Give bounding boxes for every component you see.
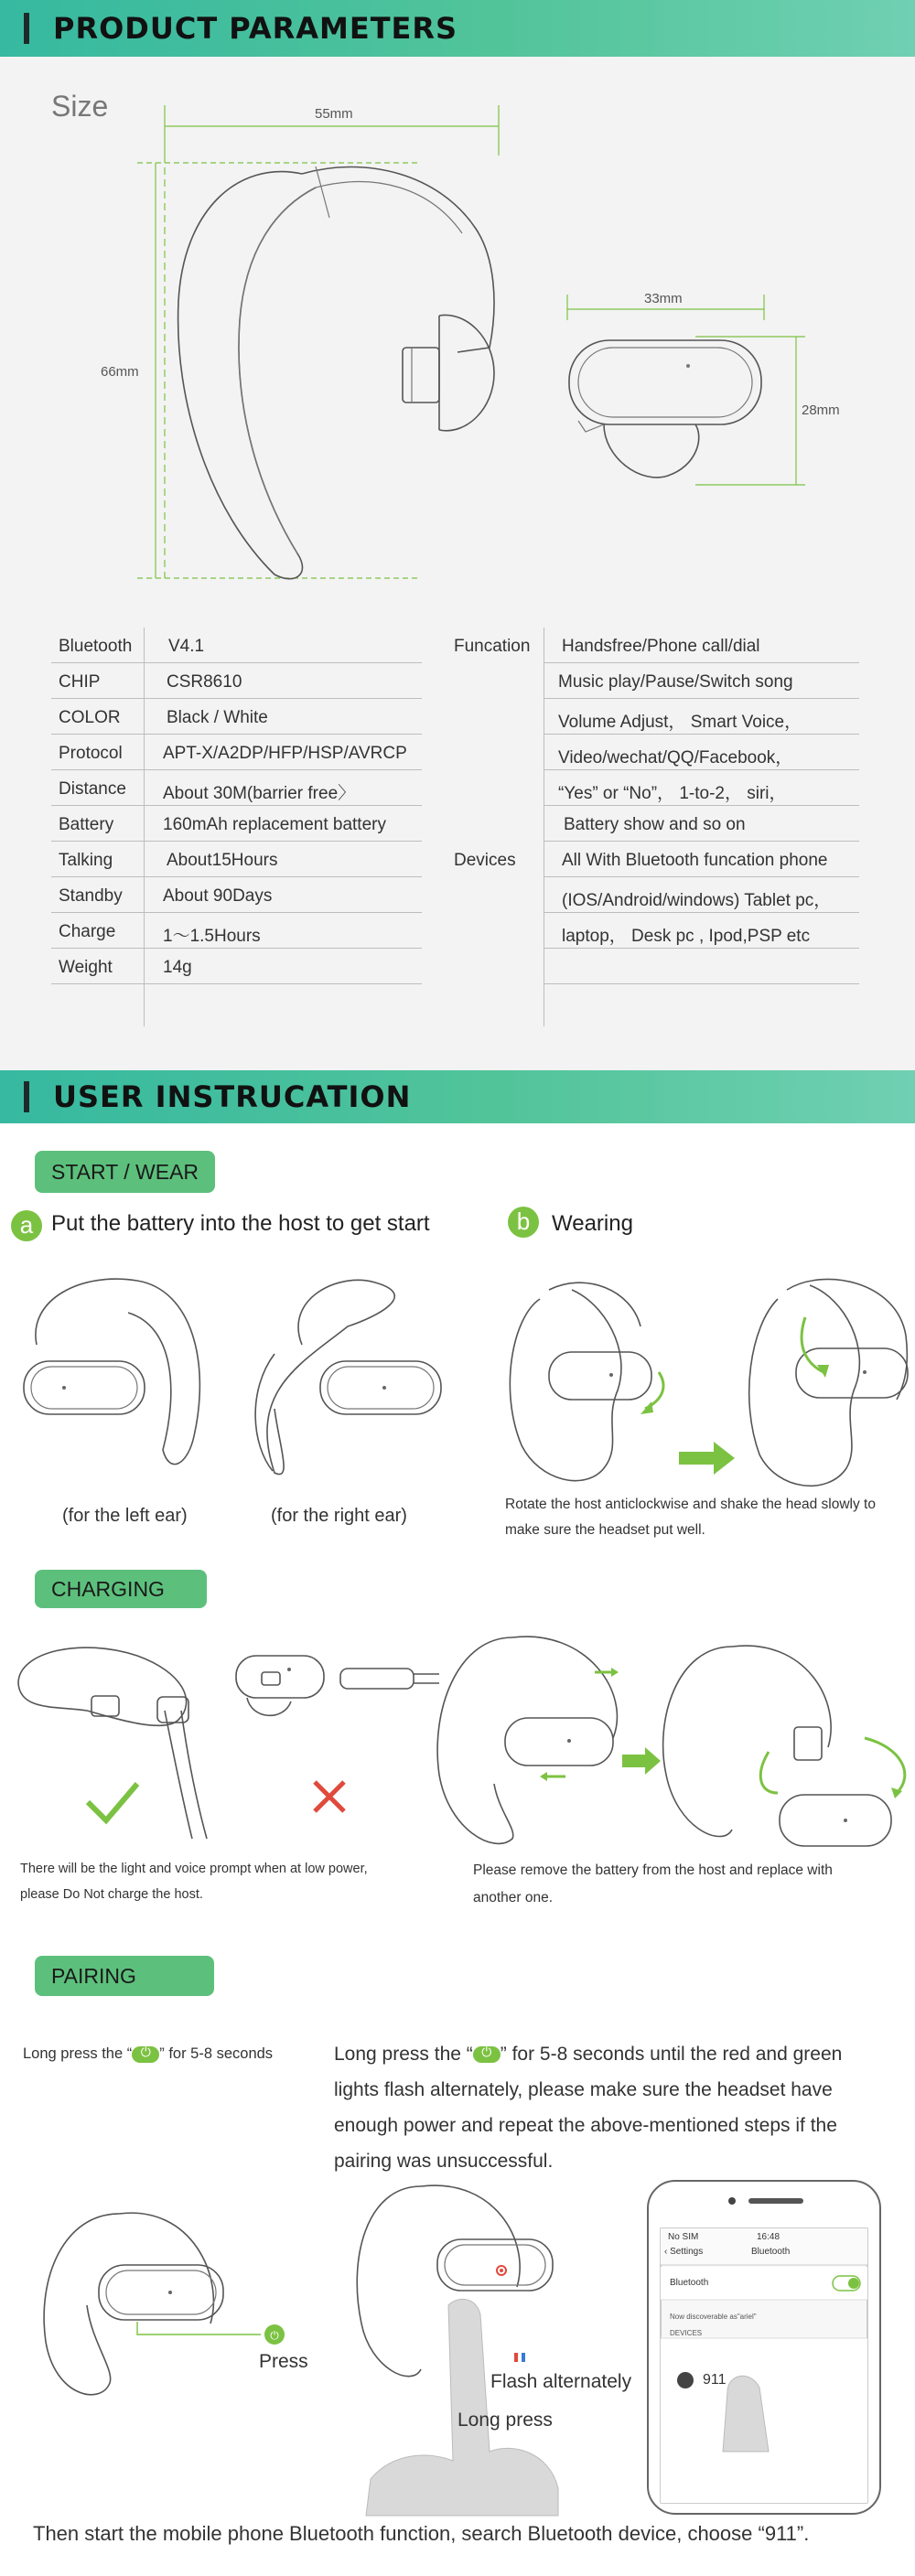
params-title: PRODUCT PARAMETERS bbox=[53, 11, 458, 46]
spec-line-text: laptop， Desk pc , Ipod,PSP etc bbox=[562, 927, 811, 946]
spec-row bbox=[51, 663, 422, 699]
phone-time: 16:48 bbox=[757, 2232, 780, 2242]
spec-line-text: Battery show and so on bbox=[564, 815, 746, 834]
spec-line-text: (IOS/Android/windows) Tablet pc， bbox=[562, 891, 832, 910]
spec-key: Talking bbox=[59, 851, 113, 870]
spec-line bbox=[544, 949, 859, 984]
rotate-instruction-1: Rotate the host anticlockwise and shake the head slowly to bbox=[505, 1497, 876, 1512]
long-pre: Long press the “ bbox=[334, 2044, 473, 2065]
spec-line bbox=[544, 663, 859, 699]
spec-row bbox=[51, 949, 422, 984]
long-post: ” for 5-8 seconds until the red and green bbox=[500, 2044, 843, 2065]
spec-line bbox=[544, 877, 859, 913]
spec-line bbox=[544, 770, 859, 806]
phone-devices-header: DEVICES bbox=[670, 2329, 703, 2337]
spec-line-text: “Yes” or “No”， 1-to-2， siri， bbox=[558, 784, 787, 803]
phone-device-911[interactable]: 911 bbox=[703, 2372, 727, 2388]
spec-line bbox=[544, 628, 859, 663]
power-icon bbox=[473, 2046, 501, 2063]
spec-line bbox=[544, 699, 859, 735]
spec-line-text: Video/wechat/QQ/Facebook， bbox=[558, 748, 793, 767]
spec-value: About15Hours bbox=[167, 851, 278, 870]
pairing-long-line-1 bbox=[334, 2044, 842, 2066]
spec-value: About 30M(barrier free〉 bbox=[163, 784, 356, 803]
spec-key: Standby bbox=[59, 886, 123, 906]
battery-height-dimension: 28mm bbox=[802, 402, 840, 418]
final-instruction: Then start the mobile phone Bluetooth function, search Bluetooth device, choose “911”. bbox=[33, 2522, 810, 2545]
spec-key: Protocol bbox=[59, 744, 123, 763]
step-b-text: Wearing bbox=[552, 1211, 633, 1236]
spec-key: Charge bbox=[59, 922, 116, 941]
spec-row bbox=[51, 735, 422, 770]
phone-bluetooth-row[interactable]: Bluetooth bbox=[670, 2278, 709, 2288]
spec-key: COLOR bbox=[59, 708, 121, 727]
spec-row bbox=[51, 913, 422, 949]
spec-value: 14g bbox=[163, 958, 192, 977]
phone-discoverable: Now discoverable as"ariel" bbox=[670, 2313, 757, 2321]
earpiece-illustrations-start bbox=[0, 1262, 915, 1500]
step-b-badge: b bbox=[508, 1207, 539, 1238]
left-ear-caption: (for the left ear) bbox=[62, 1506, 188, 1526]
short-pre: Long press the “ bbox=[23, 2045, 133, 2062]
spec-line bbox=[544, 806, 859, 842]
start-wear-pill: START / WEAR bbox=[35, 1151, 215, 1193]
phone-back-button[interactable]: ‹ Settings bbox=[664, 2247, 704, 2257]
spec-value: Black / White bbox=[167, 708, 268, 727]
height-dimension: 66mm bbox=[101, 364, 139, 380]
right-ear-caption: (for the right ear) bbox=[271, 1506, 407, 1526]
phone-title: Bluetooth bbox=[751, 2247, 791, 2257]
funcation-label: Funcation bbox=[454, 637, 531, 656]
phone-carrier: No SIM bbox=[668, 2232, 699, 2242]
short-post: ” for 5-8 seconds bbox=[159, 2045, 274, 2062]
remove-battery-1: Please remove the battery from the host and replace with bbox=[473, 1862, 833, 1878]
flash-label: Flash alternately bbox=[490, 2371, 632, 2392]
spec-value: About 90Days bbox=[163, 886, 273, 906]
spec-value: APT-X/A2DP/HFP/HSP/AVRCP bbox=[163, 744, 407, 763]
spec-key: Weight bbox=[59, 958, 113, 977]
spec-row bbox=[51, 770, 422, 806]
pairing-long-line-3: enough power and repeat the above-mentioned steps if the bbox=[334, 2115, 837, 2136]
instruction-title: USER INSTRUCATION bbox=[53, 1079, 412, 1114]
spec-line-text: Music play/Pause/Switch song bbox=[558, 672, 793, 692]
spec-line-text: All With Bluetooth funcation phone bbox=[562, 851, 828, 870]
pairing-long-line-2: lights flash alternately, please make sure the headset have bbox=[334, 2079, 833, 2100]
spec-row bbox=[51, 806, 422, 842]
spec-row bbox=[51, 877, 422, 913]
svg-text:⏻: ⏻ bbox=[270, 2329, 279, 2342]
earpiece-size-diagram bbox=[0, 0, 915, 604]
spec-value: CSR8610 bbox=[167, 672, 242, 692]
long-press-label: Long press bbox=[458, 2410, 553, 2431]
remove-battery-2: another one. bbox=[473, 1890, 554, 1905]
spec-key: Distance bbox=[59, 779, 126, 799]
charging-illustrations bbox=[0, 1619, 915, 1866]
spec-key: CHIP bbox=[59, 672, 101, 692]
step-a-badge: a bbox=[11, 1210, 42, 1241]
instruction-banner bbox=[0, 1070, 915, 1123]
power-icon bbox=[132, 2046, 159, 2063]
size-label: Size bbox=[51, 90, 109, 123]
charging-note-2: please Do Not charge the host. bbox=[20, 1887, 203, 1902]
battery-width-dimension: 33mm bbox=[644, 291, 683, 306]
width-dimension: 55mm bbox=[315, 106, 353, 122]
pairing-illustrations bbox=[0, 2177, 915, 2516]
spec-line-text: Volume Adjust， Smart Voice， bbox=[558, 713, 802, 732]
spec-line bbox=[544, 842, 859, 877]
pairing-short-instruction bbox=[23, 2045, 273, 2063]
spec-row bbox=[51, 628, 422, 663]
pairing-pill: PAIRING bbox=[35, 1956, 214, 1996]
spec-row bbox=[51, 842, 422, 877]
rotate-instruction-2: make sure the headset put well. bbox=[505, 1522, 705, 1538]
step-a-text: Put the battery into the host to get start bbox=[51, 1211, 430, 1236]
spec-key: Battery bbox=[59, 815, 114, 834]
press-label: Press bbox=[259, 2351, 308, 2372]
charging-pill: CHARGING bbox=[35, 1570, 207, 1608]
spec-line bbox=[544, 913, 859, 949]
banner-bar bbox=[24, 1081, 29, 1112]
spec-value: V4.1 bbox=[168, 637, 205, 656]
phone-back-label: Settings bbox=[670, 2247, 704, 2257]
spec-key: Bluetooth bbox=[59, 637, 133, 656]
spec-value: 1～1.5Hours bbox=[163, 927, 261, 946]
charging-note-1: There will be the light and voice prompt when at low power, bbox=[20, 1862, 368, 1876]
spec-row bbox=[51, 699, 422, 735]
pairing-long-line-4: pairing was unsuccessful. bbox=[334, 2151, 554, 2172]
spec-line-text: Handsfree/Phone call/dial bbox=[562, 637, 760, 656]
devices-label: Devices bbox=[454, 851, 516, 870]
spec-value: 160mAh replacement battery bbox=[163, 815, 386, 834]
spec-line bbox=[544, 735, 859, 770]
